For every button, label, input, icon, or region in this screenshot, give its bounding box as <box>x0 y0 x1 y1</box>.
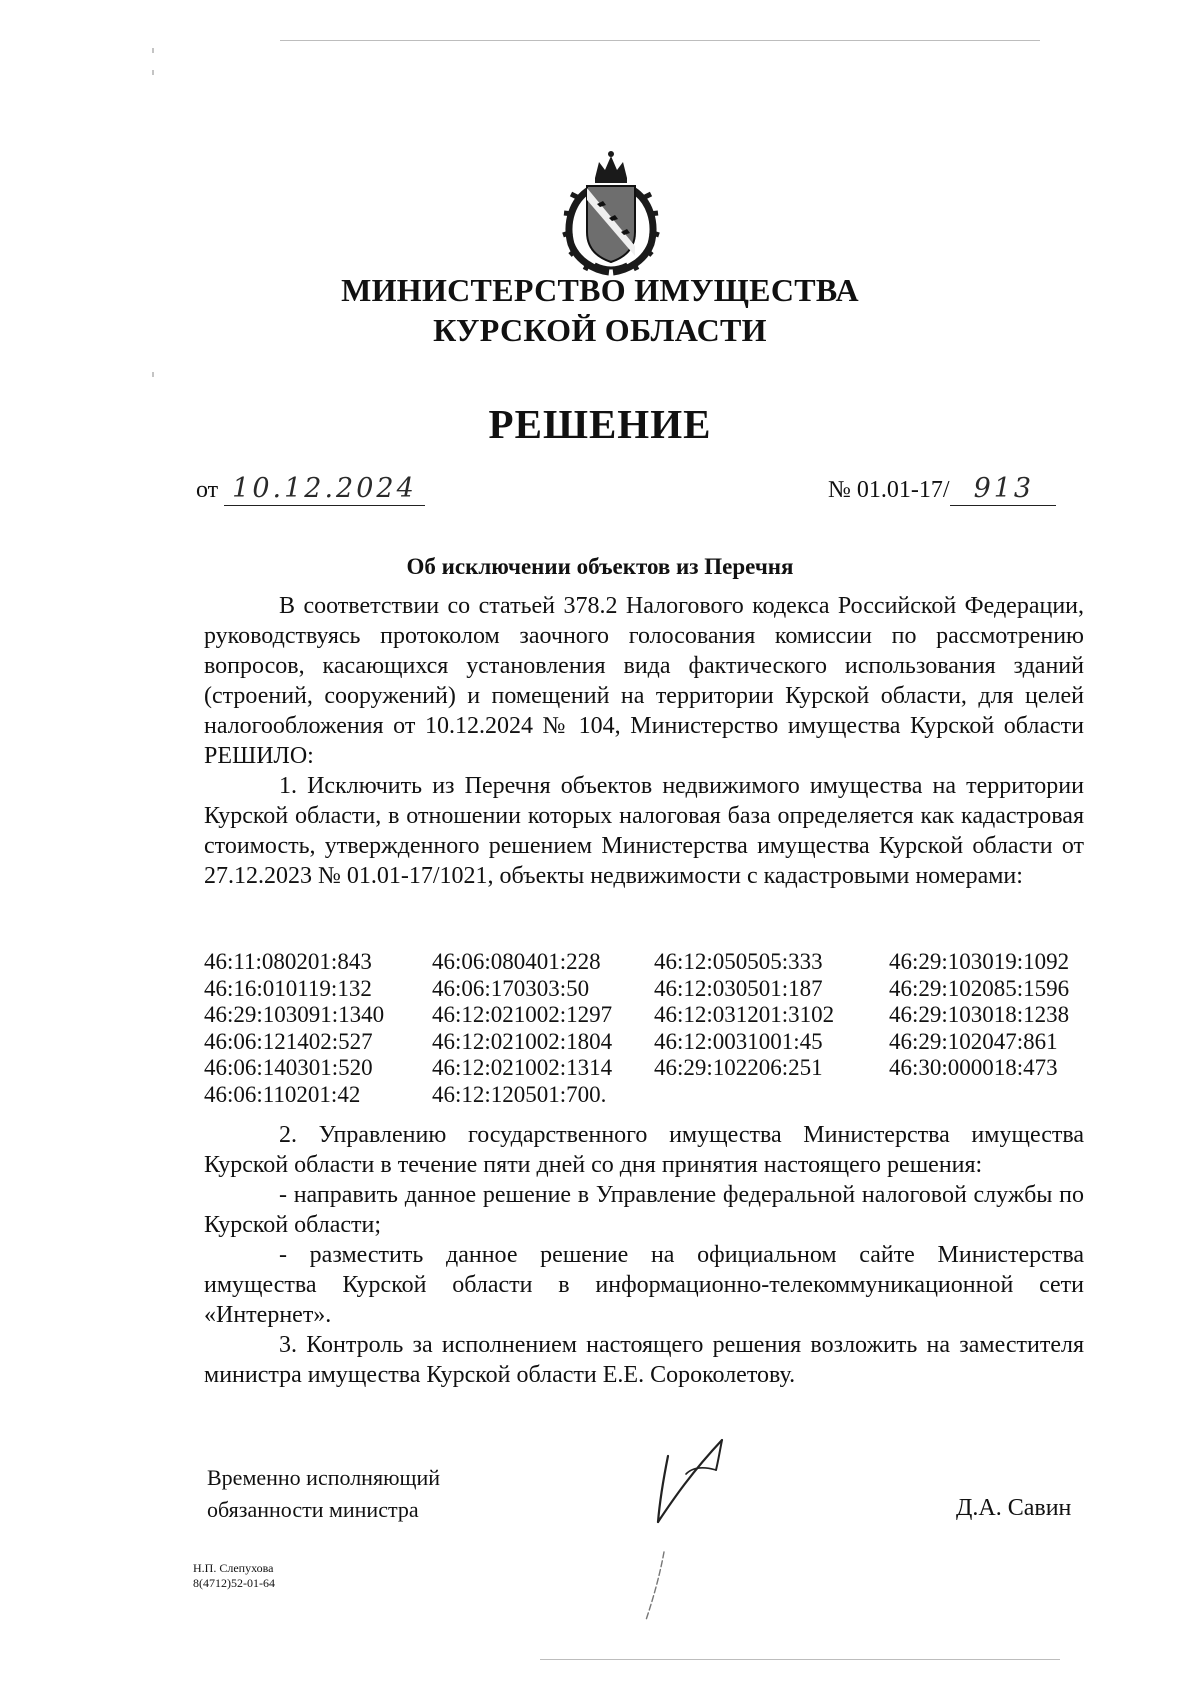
cadastral-number: 46:29:102047:861 <box>889 1028 1058 1054</box>
cadastral-number: 46:16:010119:132 <box>204 975 372 1001</box>
cadastral-number: 46:29:102206:251 <box>654 1055 823 1080</box>
cadastral-number: 46:12:050505:333 <box>654 949 823 974</box>
cadastral-number: 46:29:103018:1238 <box>889 1002 1070 1027</box>
number-handwritten-value: 913 <box>973 473 1035 504</box>
document-type-title: РЕШЕНИЕ <box>488 401 712 447</box>
body-intro-and-item1 <box>204 591 1084 891</box>
cadastral-number: 46:12:030501:187 <box>654 975 823 1001</box>
cadastral-number: 46:29:102085:1596 <box>889 975 1070 1001</box>
body-items-2-3 <box>204 1120 1084 1390</box>
cadastral-number: 46:06:140301:520 <box>204 1055 373 1080</box>
item2-paragraph: 2. Управлению государственного имущества Министерства имущества Курской области в течение пяти дней со дня принятия настоящего решения: <box>204 1122 1084 1178</box>
cadastral-number: 46:12:021002:1314 <box>432 1055 613 1080</box>
cadastral-number: 46:12:021002:1297 <box>432 1002 613 1027</box>
ministry-name-line1: МИНИСТЕРСТВО ИМУЩЕСТВА <box>341 272 859 308</box>
signatory-position-line2: обязанности министра <box>207 1497 419 1522</box>
scan-artifact-bottom-line <box>540 1659 1060 1660</box>
executor-name: Н.П. Слепухова <box>193 1561 274 1575</box>
scan-artifact-dot <box>152 70 154 75</box>
cadastral-number: 46:11:080201:843 <box>204 949 372 974</box>
intro-paragraph: В соответствии со статьей 378.2 Налогового кодекса Российской Федерации, руководствуясь протоколом заочного голосования комиссии по рассмотрению вопросов, касающихся установления вида фактического использования зданий (строений, сооружений) и помещений на территории Курской области, для целей налогообложения от 10.12.2024 № 104, Министерство имущества Курской области РЕШИЛО: <box>204 593 1084 769</box>
ministry-name-line2: КУРСКОЙ ОБЛАСТИ <box>433 312 767 348</box>
cadastral-numbers-table <box>204 949 1084 1108</box>
cadastral-number: 46:30:000018:473 <box>889 1055 1058 1080</box>
handwritten-signature-icon <box>640 1436 750 1526</box>
document-number <box>828 474 1056 506</box>
item3-paragraph: 3. Контроль за исполнением настоящего решения возложить на заместителя министра имущества Курской области Е.Е. Сороколетову. <box>204 1332 1084 1388</box>
document-date <box>196 474 425 506</box>
number-prefix: № 01.01-17/ <box>828 477 950 503</box>
cadastral-number: 46:12:021002:1804 <box>432 1028 613 1054</box>
executor-info <box>193 1561 275 1591</box>
cadastral-number: 46:29:103091:1340 <box>204 1002 385 1027</box>
signature-trail-icon <box>640 1548 670 1623</box>
cadastral-number: 46:06:080401:228 <box>432 949 601 974</box>
item2-dash1-paragraph: - направить данное решение в Управление федеральной налоговой службы по Курской области; <box>204 1182 1084 1238</box>
item1-paragraph: 1. Исключить из Перечня объектов недвижимого имущества на территории Курской области, в отношении которых налоговая база определяется как кадастровая стоимость, утвержденного решением Министерства имущества Курской области от 27.12.2023 № 01.01-17/1021, объекты недвижимости с кадастровыми номерами: <box>204 773 1084 889</box>
date-handwritten-field <box>224 474 425 506</box>
scan-artifact-dot <box>152 372 154 377</box>
executor-phone: 8(4712)52-01-64 <box>193 1576 275 1590</box>
cadastral-number: 46:12:0031001:45 <box>654 1028 823 1054</box>
date-handwritten-value: 10.12.2024 <box>232 473 417 504</box>
coat-of-arms-emblem <box>555 148 667 276</box>
signatory-name: Д.А. Савин <box>956 1495 1072 1521</box>
date-prefix: от <box>196 477 219 503</box>
cadastral-number: 46:12:120501:700. <box>432 1081 607 1107</box>
signatory-position-line1: Временно исполняющий <box>207 1465 440 1490</box>
scan-artifact-top-line <box>280 40 1040 41</box>
cadastral-number: 46:29:103019:1092 <box>889 949 1070 974</box>
item2-dash2-paragraph: - разместить данное решение на официальном сайте Министерства имущества Курской области в информационно-телекоммуникационной сети «Интернет». <box>204 1242 1084 1328</box>
document-subject: Об исключении объектов из Перечня <box>406 554 794 579</box>
cadastral-number: 46:06:170303:50 <box>432 975 590 1001</box>
signatory-position <box>207 1462 440 1526</box>
number-handwritten-field <box>950 474 1057 506</box>
cadastral-number: 46:06:110201:42 <box>204 1081 361 1107</box>
cadastral-number: 46:12:031201:3102 <box>654 1002 835 1027</box>
cadastral-number: 46:06:121402:527 <box>204 1028 373 1054</box>
scan-artifact-dot <box>152 48 154 53</box>
